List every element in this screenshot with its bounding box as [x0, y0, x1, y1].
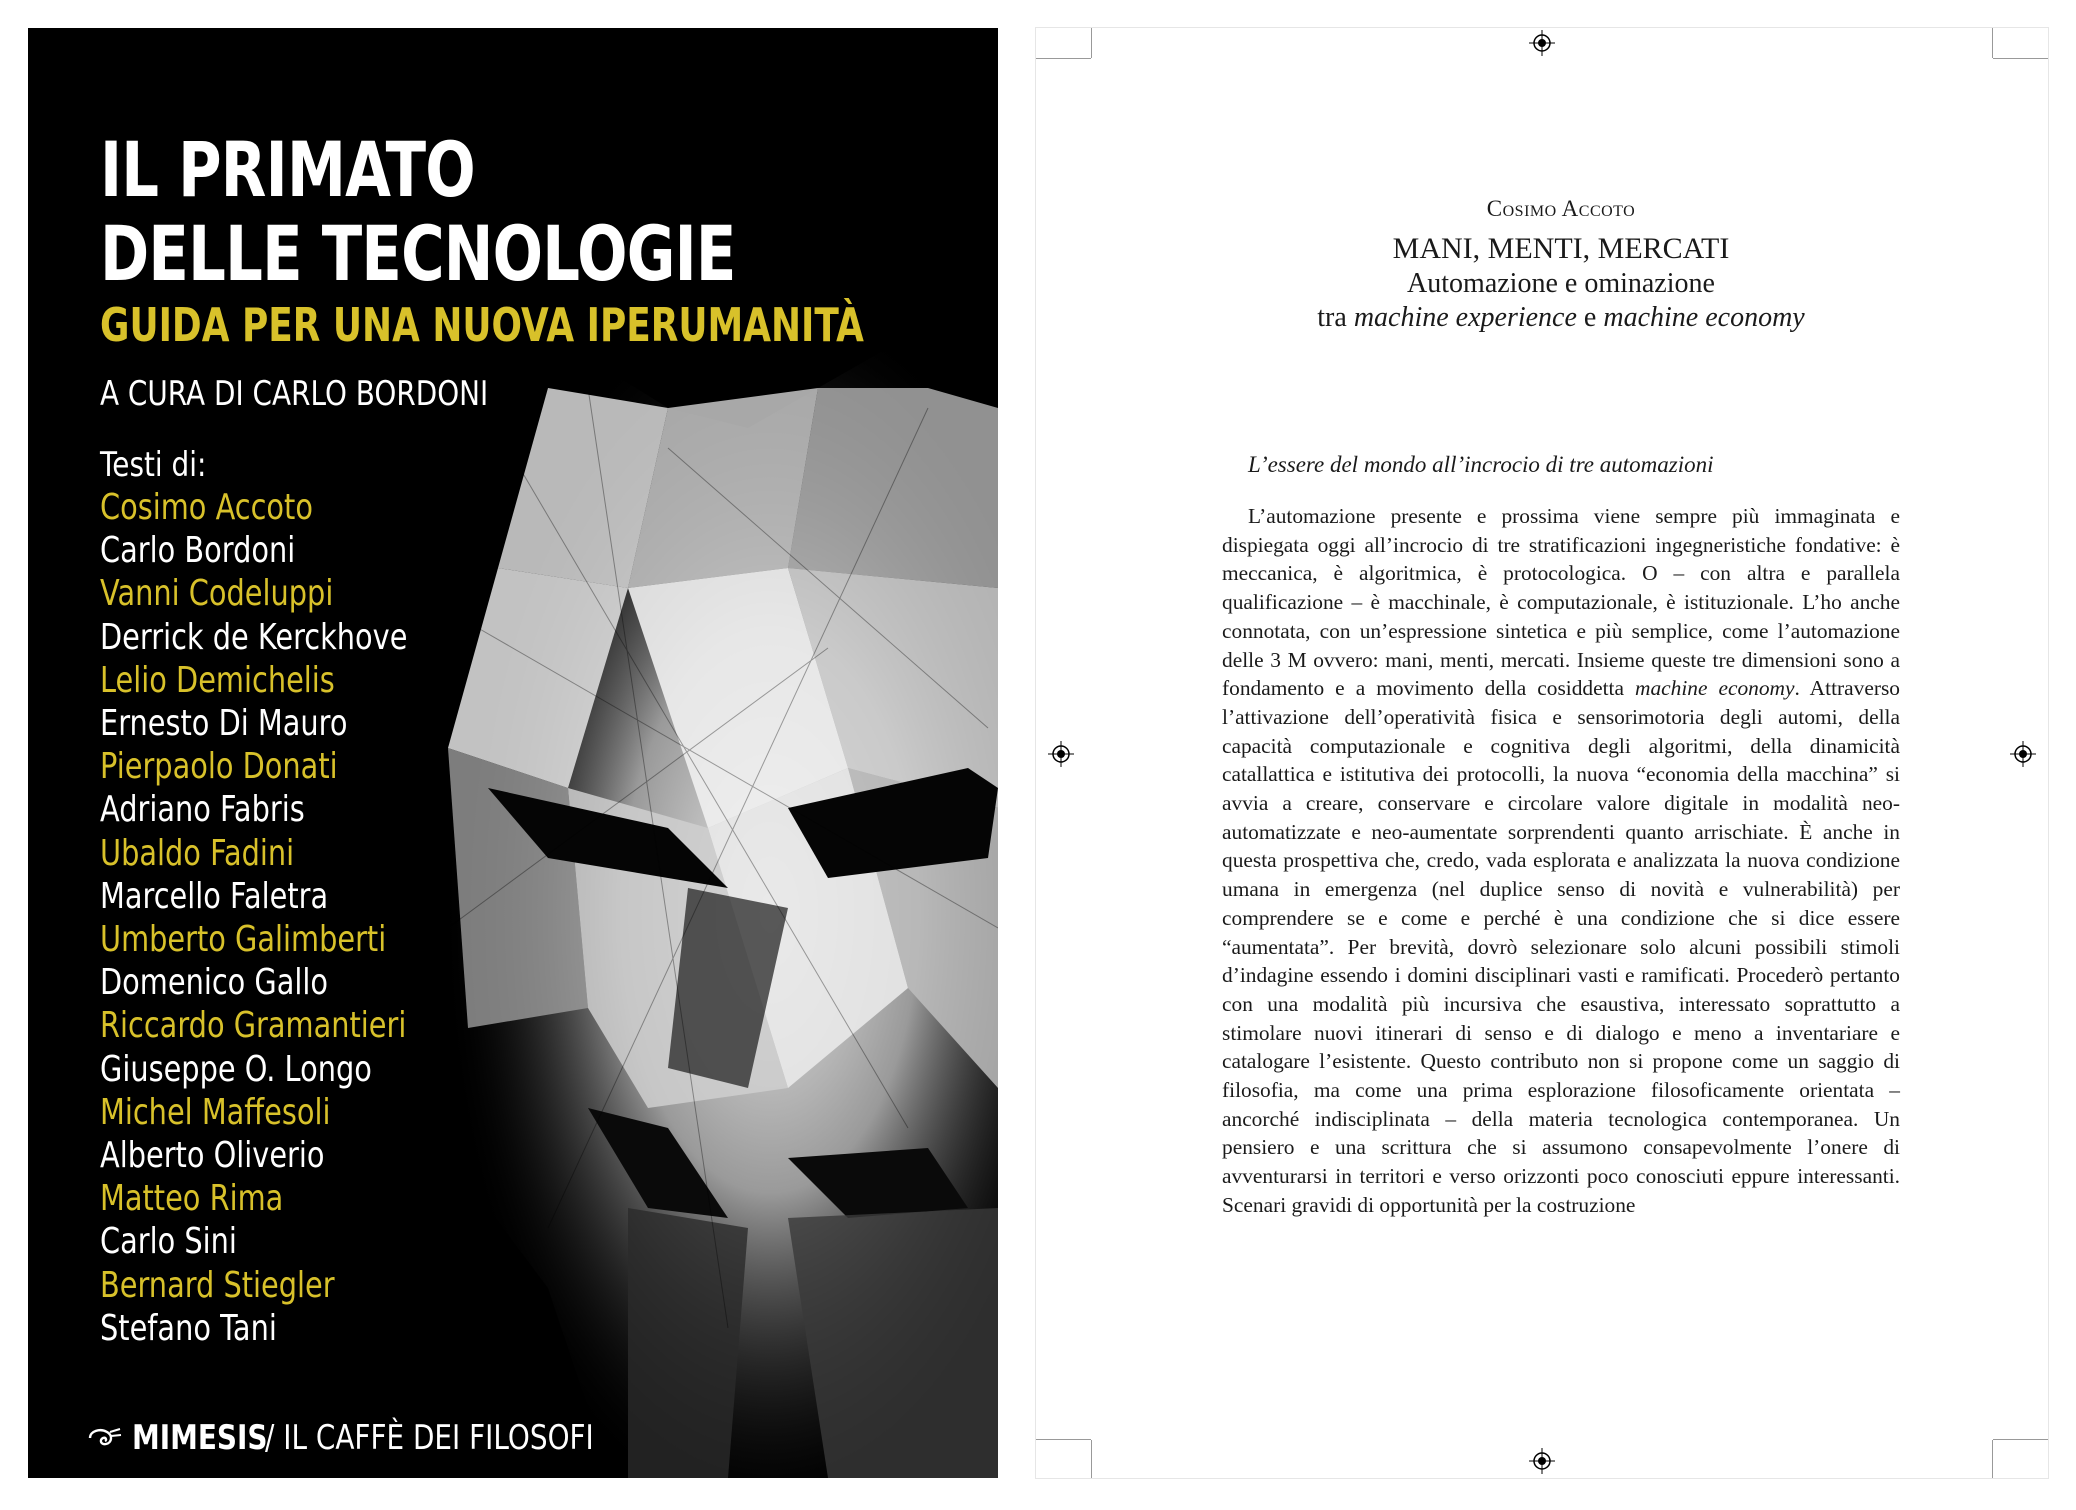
- author-item: Bernard Stiegler: [100, 1264, 335, 1306]
- crop-mark-top-left: [1091, 28, 1092, 58]
- author-item: Alberto Oliverio: [100, 1135, 325, 1177]
- authors-label: Testi di:: [100, 445, 207, 485]
- section-heading: L’essere del mondo all’incrocio di tre automazioni: [1248, 452, 1714, 477]
- chapter-subtitle-line-2: [1222, 302, 1900, 334]
- book-page: [1036, 28, 2048, 1478]
- author-item: Cosimo Accoto: [100, 487, 313, 528]
- cover-editor: A CURA DI CARLO BORDONI: [100, 374, 489, 414]
- publisher-line: [88, 1418, 666, 1458]
- crop-mark-bottom-left: [1091, 1440, 1092, 1478]
- author-item: Derrick de Kerckhove: [100, 616, 408, 658]
- page-content: [1222, 196, 1900, 1220]
- registration-mark-icon: [1529, 1448, 1555, 1474]
- cover-title-line-1: IL PRIMATO: [100, 125, 475, 214]
- subtitle-emphasis: machine economy: [1603, 302, 1805, 333]
- crop-mark-top-right: [1993, 58, 2048, 59]
- author-item: Carlo Bordoni: [100, 530, 296, 572]
- author-item: Riccardo Gramantieri: [100, 1005, 407, 1047]
- cover-subtitle: GUIDA PER UNA NUOVA IPERUMANITÀ: [100, 298, 864, 352]
- crop-mark-bottom-right: [1993, 1439, 2048, 1440]
- publisher-name: MIMESIS: [132, 1418, 268, 1458]
- author-item: Carlo Sini: [100, 1221, 237, 1263]
- author-item: Matteo Rima: [100, 1178, 284, 1220]
- chapter-author: Cosimo Accoto: [1486, 196, 1636, 221]
- author-item: Umberto Galimberti: [100, 919, 387, 961]
- body-text: . Attraverso l’attivazione dell’operatività fisica e sensorimotoria degli automi, della capacità computazionale e cognitiva degli algoritmi, della dinamicità catallattica e istitutiva dei protocolli, la nuova “economia della macchina” si avvia a creare, conservare e circolare valore digitale in modalità neo-automatizzate e neo-aumentate sorprendenti quanto arrischiate. È anche in questa prospettiva che, credo, vada esplorata e analizzata la nuova condizione umana in emergenza (nel duplice senso di novità e vulnerabilità) per comprendere se e come e perché è una condizione che si dice essere “aumentata”. Per brevità, dovrò selezionare solo alcuni possibili stimoli d’indagine essendo i domini disciplinari vasti e ramificati. Procederò pertanto con una modalità più incursiva che esaustiva, interessato soprattutto a stimolare nuovi itinerari di senso e di dialogo e meno a inventariare e catalogare l’esistente. Questo contributo non si propone come un saggio di filosofia, ma come una prima esplorazione filosoficamente orientata – ancorché indisciplinata – della materia tecnologica contemporanea. Un pensiero e una scrittura che si assumono consapevolmente l’onere di avventurarsi in territori e verso orizzonti poco conosciuti eppure interessanti. Scenari gravidi di opportunità per la costruzione: [1222, 676, 1900, 1217]
- subtitle-text: tra: [1317, 302, 1354, 333]
- registration-mark-icon: [2010, 741, 2036, 767]
- publisher-series: / IL CAFFÈ DEI FILOSOFI: [265, 1418, 594, 1458]
- author-item: Lelio Demichelis: [100, 659, 335, 701]
- registration-mark-icon: [1529, 30, 1555, 56]
- book-cover: [28, 28, 998, 1478]
- crop-mark-bottom-left: [1036, 1439, 1091, 1440]
- body-emphasis: machine economy: [1635, 676, 1795, 701]
- author-item: Michel Maffesoli: [100, 1091, 331, 1133]
- author-item: Pierpaolo Donati: [100, 746, 338, 788]
- authors-list: [100, 444, 600, 1350]
- subtitle-text: e: [1576, 302, 1604, 333]
- cover-title-line-2: DELLE TECNOLOGIE: [100, 209, 736, 298]
- crop-mark-bottom-right: [1992, 1440, 1993, 1478]
- chapter-subtitle-line-1: Automazione e ominazione: [1407, 268, 1715, 299]
- author-item: Stefano Tani: [100, 1307, 277, 1349]
- mimesis-logo-icon: [88, 1426, 122, 1450]
- body-paragraph: [1222, 502, 1900, 1220]
- cover-title-block: [100, 125, 980, 414]
- author-item: Ubaldo Fadini: [100, 832, 295, 874]
- author-item: Adriano Fabris: [100, 789, 305, 831]
- author-item: Vanni Codeluppi: [100, 573, 334, 615]
- subtitle-emphasis: machine experience: [1353, 302, 1577, 333]
- crop-mark-top-right: [1992, 28, 1993, 58]
- crop-mark-top-left: [1036, 58, 1091, 59]
- author-item: Ernesto Di Mauro: [100, 703, 348, 745]
- registration-mark-icon: [1048, 741, 1074, 767]
- author-item: Marcello Faletra: [100, 875, 329, 917]
- author-item: Domenico Gallo: [100, 962, 329, 1004]
- chapter-title: MANI, MENTI, MERCATI: [1392, 232, 1730, 265]
- body-text: L’automazione presente e prossima viene sempre più immaginata e dispiegata oggi all’incrocio di tre stratificazioni ingegneristiche fondative: è meccanica, è algoritmica, è protocologica. O – con altra e parallela qualificazione – è macchinale, è computazionale, è istituzionale. L’ho anche connotata, con un’espressione sintetica e più semplice, come l’automazione delle 3 M ovvero: mani, menti, mercati. Insieme queste tre dimensioni sono a fondamento e a movimento della cosiddetta: [1222, 504, 1900, 701]
- author-item: Giuseppe O. Longo: [100, 1048, 372, 1090]
